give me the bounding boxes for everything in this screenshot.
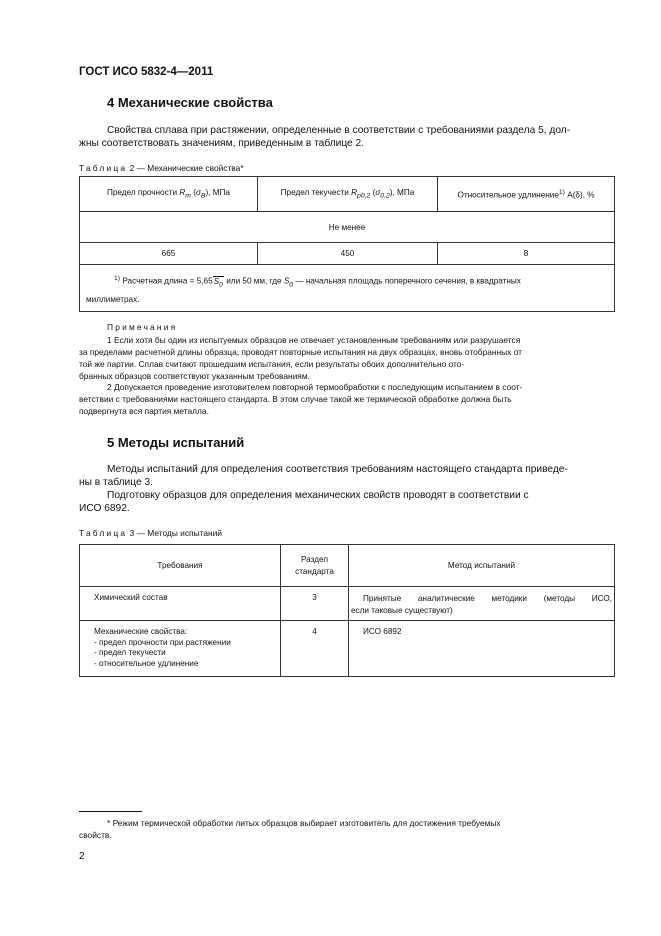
header-requirements: Требования: [80, 545, 281, 587]
page-number: 2: [79, 851, 85, 862]
footnote-line-1: * Режим термической обработки литых образцов выбирает изготовитель для достижения требуемых: [107, 818, 501, 828]
note-2-line-2: ветствии с требованиями настоящего стандарта. В этом случае такой же термической обработке должна быть: [79, 394, 512, 404]
section-5-title: 5 Методы испытаний: [107, 435, 245, 450]
standard-header: ГОСТ ИСО 5832-4—2011: [79, 66, 214, 78]
table-2-caption: [79, 162, 244, 174]
footnote-divider: [79, 811, 142, 812]
note-1-line-3: той же партии. Сплав считают прошедшим испытания, если результаты обоих дополнительно ото-: [79, 359, 465, 369]
value-elongation: 8: [438, 243, 615, 265]
row-chemical-method: Принятые аналитические методики (методы ИСО, если таковые существуют): [349, 587, 615, 621]
row-mechanical-properties: Механические свойства: - предел прочности при растяжении - предел текучести - относительное удлинение: [80, 621, 281, 677]
footnote-line-2: свойств.: [79, 830, 112, 840]
row-mechanical-method: ИСО 6892: [349, 621, 615, 677]
note-1-line-1: 1 Если хотя бы один из испытуемых образцов не отвечает установленным требованиям или разрушается: [107, 335, 521, 345]
section-4-title: 4 Механические свойства: [107, 95, 273, 110]
header-elongation: Относительное удлинение$^{1)}$ A(δ), %: [438, 177, 615, 212]
note-2-line-1: 2 Допускается проведение изготовителем повторной термообработки с последующим испытанием в соот-: [107, 382, 523, 392]
table-caption-text: 2 — Механические свойства*: [129, 163, 244, 173]
table-3-caption: [79, 527, 222, 539]
section-5-paragraph-2-line-1: Подготовку образцов для определения механических свойств проводят в соответствии с: [107, 490, 529, 501]
table-caption-prefix: Таблица: [79, 528, 128, 538]
header-tensile-strength: Предел прочности $R_m$ $(\sigma_B)$, МПа: [80, 177, 258, 212]
section-4-paragraph-line-1: Свойства сплава при растяжении, определенные в соответствии с требованиями раздела 5, дол-: [107, 125, 571, 136]
header-test-method: Метод испытаний: [349, 545, 615, 587]
note-1-line-2: за пределами расчетной длины образца, проводят повторные испытания на двух образцах, вновь отобранных от: [79, 347, 523, 357]
row-chemical-section: 3: [281, 587, 349, 621]
table-caption-text: 3 — Методы испытаний: [129, 528, 222, 538]
row-chemical-composition: Химический состав: [80, 587, 281, 621]
table-caption-prefix: Таблица: [79, 163, 128, 173]
section-5-paragraph-1-line-1: Методы испытаний для определения соответствия требованиям настоящего стандарта приведе-: [107, 464, 568, 475]
notes-title: Примечания: [107, 322, 178, 332]
header-standard-section: Раздел стандарта: [281, 545, 349, 587]
section-4-paragraph-line-2: жны соответствовать значениям, приведенным в таблице 2.: [79, 138, 365, 149]
mechanical-properties-table: [79, 176, 615, 312]
test-methods-table: [79, 544, 615, 677]
section-5-paragraph-2-line-2: ИСО 6892.: [79, 503, 130, 514]
table-2-footnote: $^{1)}$ Расчетная длина = $5,65S_0$ или 50 мм, где $S_0$ — начальная площадь поперечного сечения, в квадратных миллиметрах.: [80, 265, 615, 312]
value-tensile-strength: 665: [80, 243, 258, 265]
subheader-not-less: Не менее: [80, 212, 615, 243]
header-yield-strength: Предел текучести $R_{p0,2}$ $(\sigma_{0,2})$, МПа: [258, 177, 438, 212]
note-1-line-4: бранных образцов соответствуют указанным требованиям.: [79, 371, 310, 381]
note-2-line-3: подвергнута вся партия металла.: [79, 406, 209, 416]
section-5-paragraph-1-line-2: ны в таблице 3.: [79, 477, 153, 488]
value-yield-strength: 450: [258, 243, 438, 265]
row-mechanical-section: 4: [281, 621, 349, 677]
